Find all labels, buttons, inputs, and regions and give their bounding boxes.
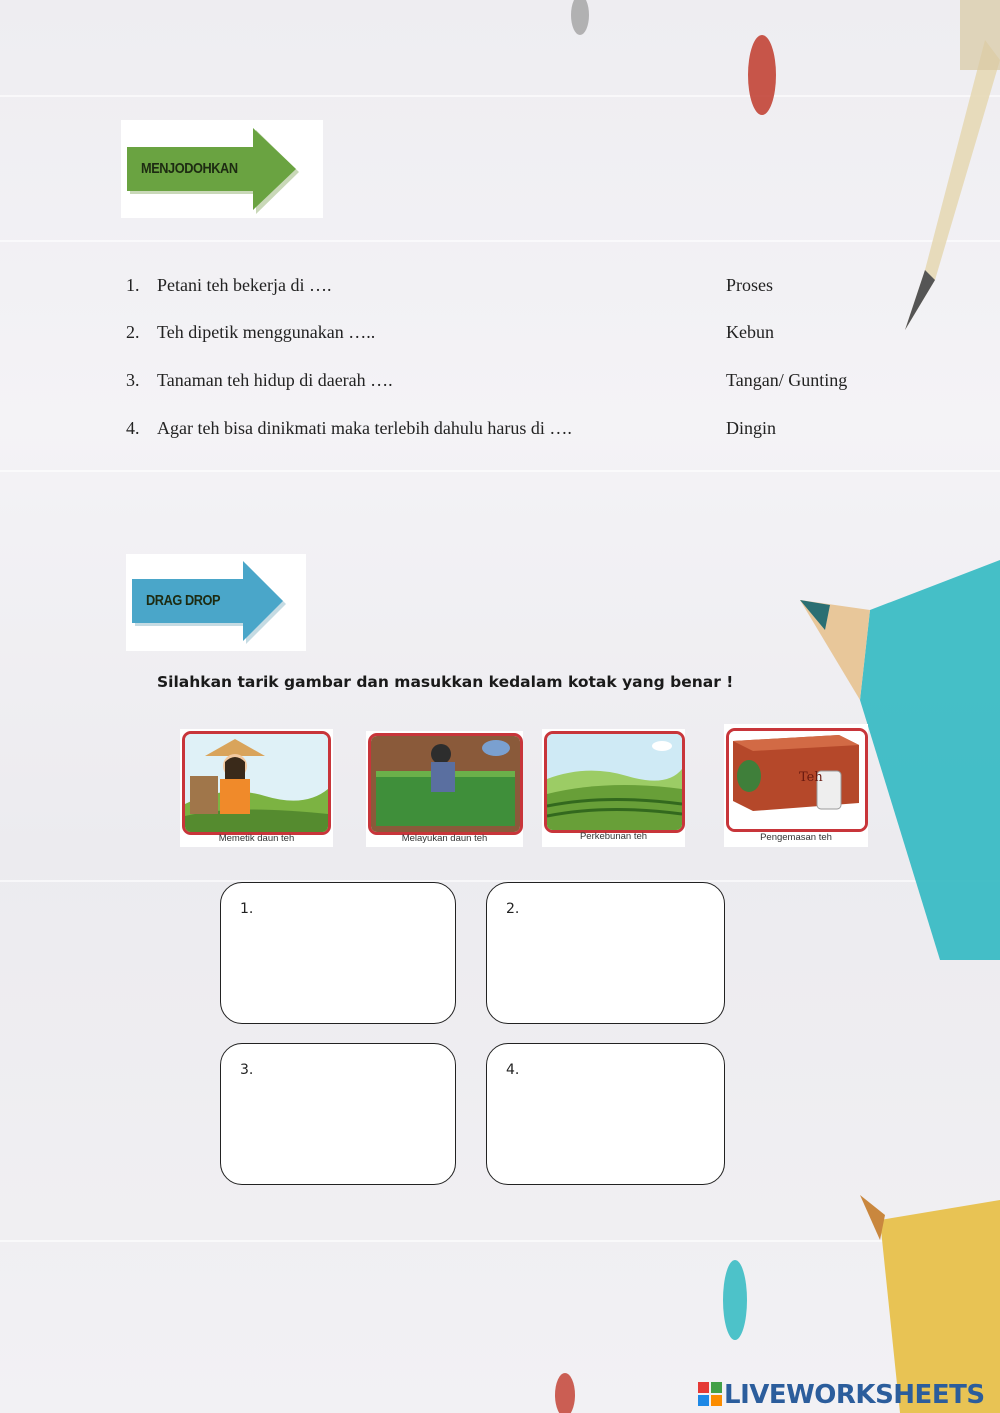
withering-illustration	[371, 736, 520, 832]
question-number: 4.	[126, 418, 140, 438]
drag-drop-badge	[126, 554, 306, 651]
drop-box-1[interactable]	[220, 882, 456, 1024]
tea-picker-illustration	[185, 734, 328, 832]
drop-box-number: 3.	[240, 1062, 254, 1078]
question-number: 3.	[126, 370, 140, 390]
liveworksheets-logo-icon	[698, 1382, 722, 1406]
question-text: Agar teh bisa dinikmati maka terlebih dahulu harus di ….	[157, 418, 572, 438]
tea-package-illustration	[729, 731, 865, 829]
answer-option[interactable]: Dingin	[726, 418, 777, 438]
drop-box-number: 2.	[506, 901, 520, 917]
card-caption: Perkebunan teh	[579, 831, 648, 842]
menjodohkan-badge	[121, 120, 323, 218]
drop-box-2[interactable]	[486, 882, 725, 1024]
question-number: 1.	[126, 275, 140, 295]
card-caption: Pengemasan teh	[760, 832, 832, 843]
menjodohkan-label: MENJODOHKAN	[141, 160, 238, 177]
card-image-frame	[182, 731, 331, 835]
card-memetik-daun-teh[interactable]	[180, 729, 333, 847]
drop-box-number: 1.	[240, 901, 254, 917]
card-melayukan-daun-teh[interactable]	[366, 731, 523, 847]
answer-option[interactable]: Tangan/ Gunting	[726, 370, 848, 390]
answer-option[interactable]: Proses	[726, 275, 774, 295]
card-caption: Memetik daun teh	[218, 833, 295, 844]
question-text: Teh dipetik menggunakan …..	[157, 322, 376, 342]
card-caption: Melayukan daun teh	[401, 833, 488, 844]
card-perkebunan-teh[interactable]	[542, 729, 685, 847]
drag-drop-label: DRAG DROP	[146, 592, 221, 609]
card-pengemasan-teh[interactable]	[724, 724, 868, 847]
answer-option[interactable]: Kebun	[726, 322, 774, 342]
card-image-frame	[368, 733, 523, 835]
question-text: Tanaman teh hidup di daerah ….	[157, 370, 393, 390]
drop-box-3[interactable]	[220, 1043, 456, 1185]
plantation-illustration	[547, 734, 682, 830]
liveworksheets-brand[interactable]: LIVEWORKSHEETS	[724, 1380, 985, 1410]
teh-box-text: Teh	[799, 770, 823, 785]
card-image-frame	[726, 728, 868, 832]
card-image-frame	[544, 731, 685, 833]
drop-box-number: 4.	[506, 1062, 520, 1078]
instruction-text: Silahkan tarik gambar dan masukkan kedalam kotak yang benar !	[157, 673, 734, 691]
question-text: Petani teh bekerja di ….	[157, 275, 332, 295]
question-number: 2.	[126, 322, 140, 342]
drop-box-4[interactable]	[486, 1043, 725, 1185]
